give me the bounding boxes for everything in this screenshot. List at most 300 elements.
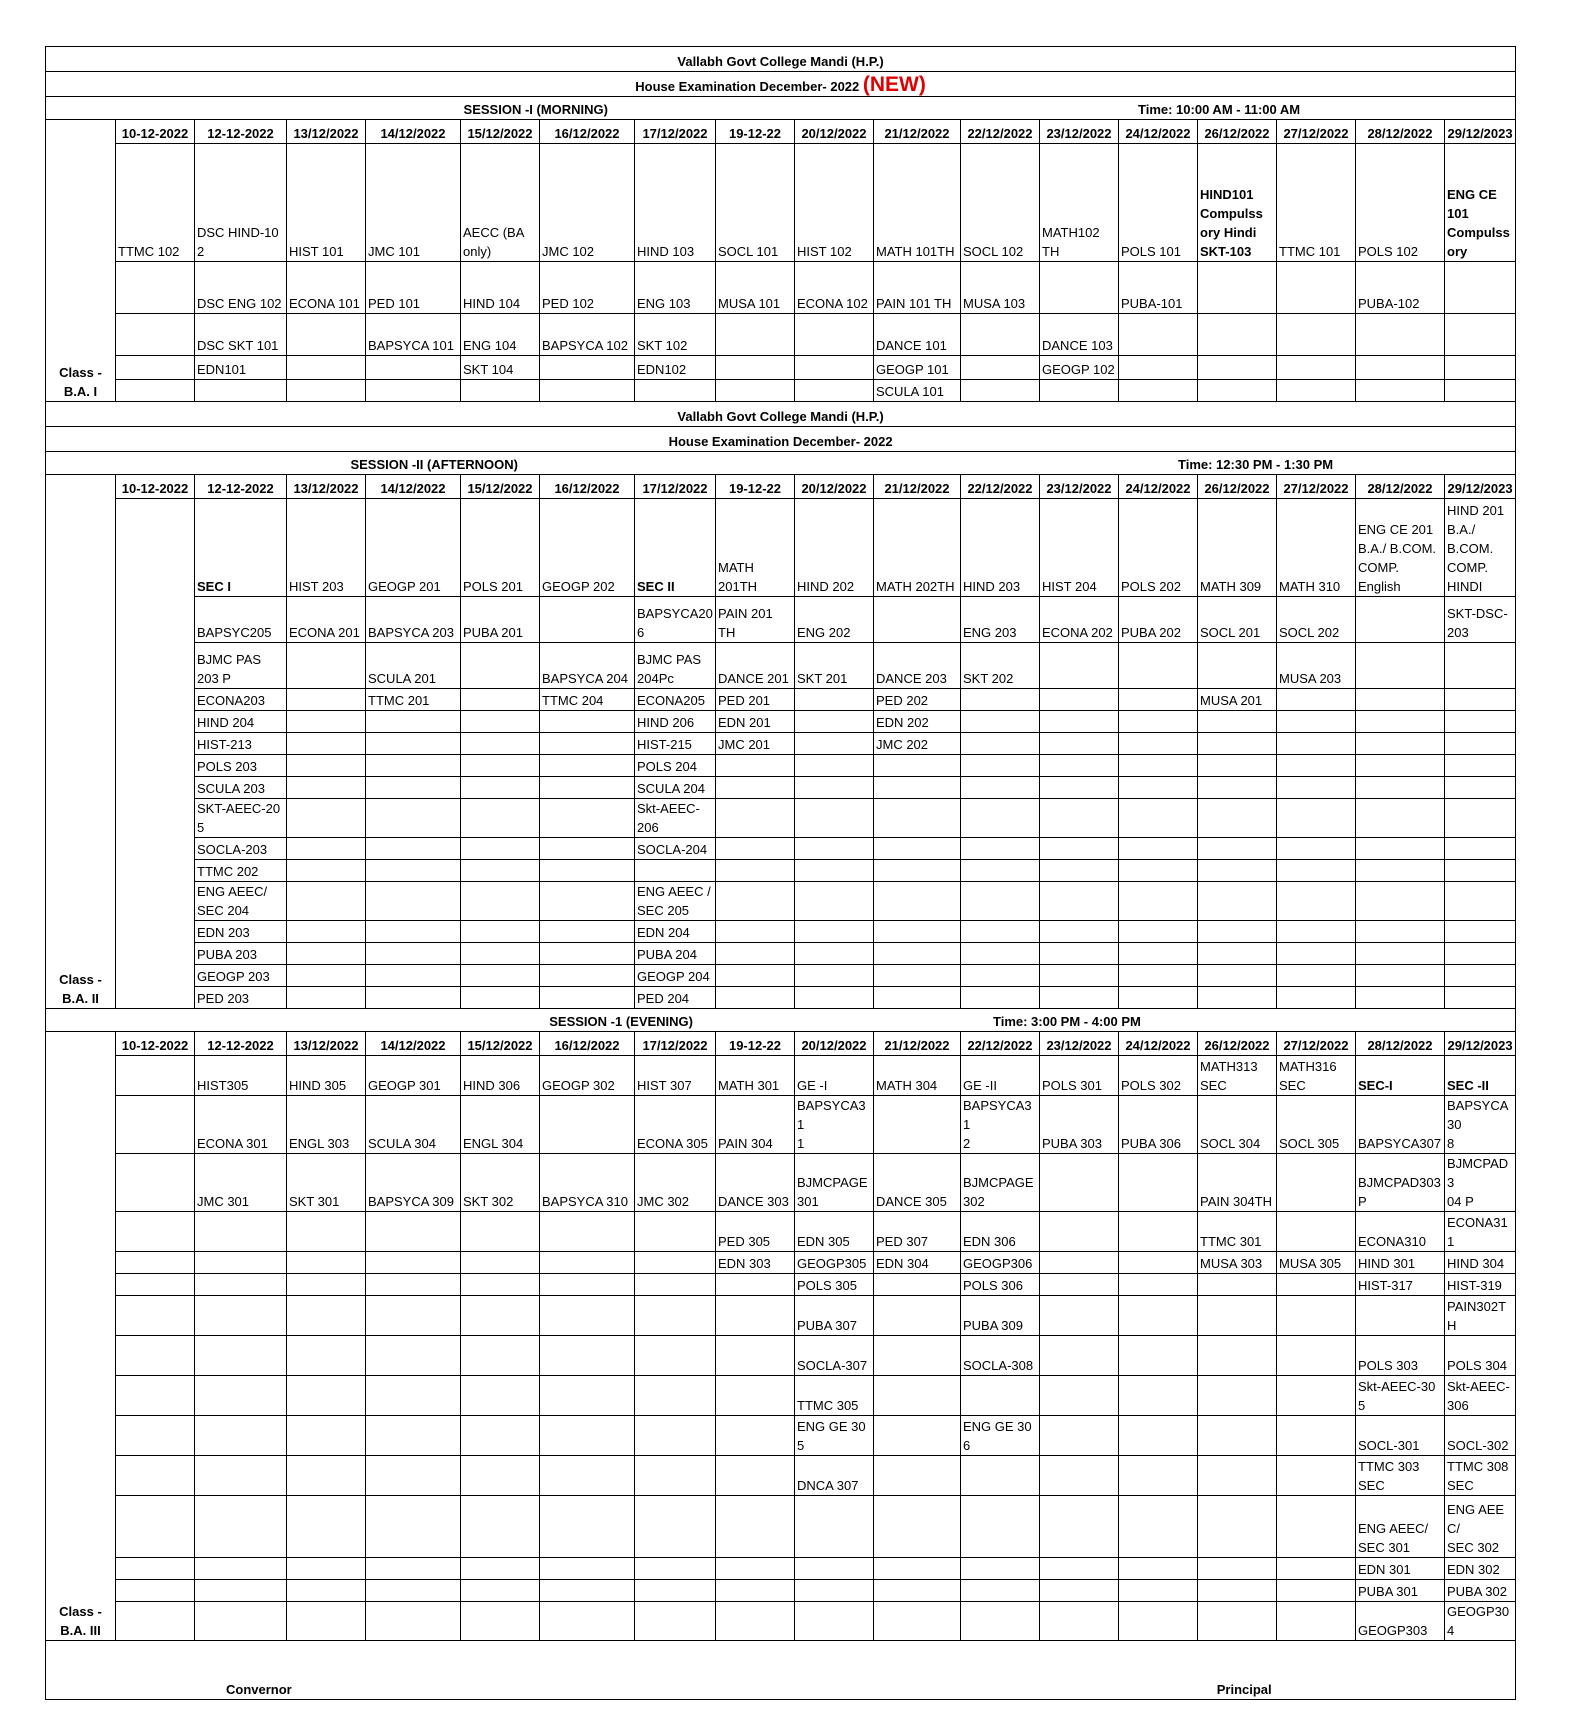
exam-cell	[1277, 1154, 1356, 1212]
exam-cell	[461, 689, 540, 711]
exam-cell	[287, 777, 366, 799]
exam-cell	[366, 965, 461, 987]
exam-cell	[116, 1274, 195, 1296]
exam-cell	[540, 380, 635, 402]
exam-cell	[1040, 965, 1119, 987]
sheet-title: House Examination December- 2022	[668, 434, 893, 449]
exam-cell	[716, 987, 795, 1009]
exam-cell	[461, 1376, 540, 1416]
session-time: Time: 12:30 PM - 1:30 PM	[1178, 457, 1334, 472]
exam-cell: SCULA 304	[366, 1096, 461, 1154]
exam-cell	[1277, 1376, 1356, 1416]
exam-cell	[540, 1456, 635, 1496]
exam-cell	[874, 1296, 961, 1336]
exam-cell	[961, 1558, 1040, 1580]
principal-signature: Principal	[1216, 1682, 1272, 1697]
exam-cell: GEOGP303	[1356, 1602, 1445, 1641]
exam-cell	[1119, 1416, 1198, 1456]
exam-cell	[874, 965, 961, 987]
exam-cell: EDN 305	[795, 1212, 874, 1252]
exam-cell	[540, 1212, 635, 1252]
exam-cell	[1198, 965, 1277, 987]
exam-cell	[366, 1456, 461, 1496]
exam-cell	[287, 733, 366, 755]
exam-cell	[1040, 987, 1119, 1009]
exam-cell: BAPSYCA 204	[540, 643, 635, 689]
exam-cell	[1445, 689, 1516, 711]
exam-cell	[1445, 356, 1516, 380]
exam-cell	[716, 1336, 795, 1376]
exam-cell: PUBA 201	[461, 597, 540, 643]
exam-cell: BAPSYCA 101	[366, 314, 461, 356]
date-header: 27/12/2022	[1277, 475, 1356, 499]
exam-cell	[1119, 733, 1198, 755]
exam-cell: BAPSYC205	[195, 597, 287, 643]
exam-cell	[1445, 643, 1516, 689]
exam-cell: DNCA 307	[795, 1456, 874, 1496]
date-header: 17/12/2022	[635, 120, 716, 144]
exam-cell: ENG 202	[795, 597, 874, 643]
exam-cell	[1040, 643, 1119, 689]
exam-cell: JMC 201	[716, 733, 795, 755]
exam-cell: POLS 204	[635, 755, 716, 777]
exam-cell	[1445, 943, 1516, 965]
exam-cell	[874, 1336, 961, 1376]
exam-cell	[195, 1252, 287, 1274]
exam-cell	[635, 380, 716, 402]
exam-cell: ENG 203	[961, 597, 1040, 643]
exam-cell	[1445, 711, 1516, 733]
exam-cell	[874, 1456, 961, 1496]
exam-cell	[961, 1376, 1040, 1416]
exam-cell: MATH 310	[1277, 499, 1356, 597]
exam-cell	[1040, 711, 1119, 733]
exam-cell	[116, 1602, 195, 1641]
exam-cell	[795, 965, 874, 987]
exam-cell	[1277, 1212, 1356, 1252]
exam-cell	[116, 1376, 195, 1416]
exam-cell	[116, 1212, 195, 1252]
exam-cell	[716, 921, 795, 943]
exam-cell	[716, 1496, 795, 1558]
exam-cell	[716, 1456, 795, 1496]
exam-cell: PED 204	[635, 987, 716, 1009]
exam-cell	[287, 1274, 366, 1296]
exam-cell: EDN 203	[195, 921, 287, 943]
exam-cell	[461, 380, 540, 402]
exam-cell	[1198, 1580, 1277, 1602]
exam-cell	[1277, 921, 1356, 943]
exam-cell	[1119, 1376, 1198, 1416]
exam-cell	[287, 943, 366, 965]
exam-cell	[961, 882, 1040, 921]
exam-cell	[795, 356, 874, 380]
exam-cell: GEOGP 201	[366, 499, 461, 597]
exam-cell: Skt-AEEC-305	[1356, 1376, 1445, 1416]
exam-cell: PAIN 201 TH	[716, 597, 795, 643]
exam-cell: ECONA 305	[635, 1096, 716, 1154]
exam-cell	[874, 987, 961, 1009]
exam-cell	[874, 1096, 961, 1154]
exam-cell	[1277, 1296, 1356, 1336]
exam-cell	[1119, 987, 1198, 1009]
exam-cell: SKT-DSC- 203	[1445, 597, 1516, 643]
date-header: 15/12/2022	[461, 1032, 540, 1056]
exam-cell	[461, 643, 540, 689]
exam-cell	[461, 1212, 540, 1252]
date-header: 20/12/2022	[795, 120, 874, 144]
exam-cell	[1040, 1580, 1119, 1602]
session-time: Time: 3:00 PM - 4:00 PM	[993, 1014, 1141, 1029]
exam-cell: PUBA 301	[1356, 1580, 1445, 1602]
date-header: 20/12/2022	[795, 1032, 874, 1056]
exam-cell	[874, 1558, 961, 1580]
exam-cell	[1119, 314, 1198, 356]
exam-cell: DANCE 203	[874, 643, 961, 689]
exam-cell	[961, 921, 1040, 943]
exam-cell	[195, 1376, 287, 1416]
date-header: 29/12/2023	[1445, 1032, 1516, 1056]
exam-cell	[716, 356, 795, 380]
exam-cell: MATH 201TH	[716, 499, 795, 597]
exam-cell: MATH316 SEC	[1277, 1056, 1356, 1096]
exam-cell: ENG GE 306	[961, 1416, 1040, 1456]
exam-cell: PUBA 302	[1445, 1580, 1516, 1602]
exam-cell	[1198, 733, 1277, 755]
exam-cell	[635, 1602, 716, 1641]
exam-cell: POLS 201	[461, 499, 540, 597]
exam-cell: POLS 306	[961, 1274, 1040, 1296]
exam-cell	[1198, 1296, 1277, 1336]
exam-cell	[461, 1296, 540, 1336]
exam-cell	[1198, 380, 1277, 402]
exam-cell	[1119, 1296, 1198, 1336]
date-header: 26/12/2022	[1198, 1032, 1277, 1056]
exam-cell	[116, 1154, 195, 1212]
exam-cell: PAIN 101 TH	[874, 262, 961, 314]
exam-cell	[461, 1336, 540, 1376]
exam-cell: GE -I	[795, 1056, 874, 1096]
exam-cell: AECC (BA only)	[461, 144, 540, 262]
exam-cell	[1119, 838, 1198, 860]
exam-cell	[1040, 860, 1119, 882]
exam-cell: BJMCPAD303 P	[1356, 1154, 1445, 1212]
exam-cell	[795, 882, 874, 921]
title-cell	[46, 402, 1516, 427]
exam-cell	[1356, 356, 1445, 380]
sheet-title: House Examination December- 2022	[635, 79, 863, 94]
date-header: 23/12/2022	[1040, 475, 1119, 499]
exam-cell	[540, 1376, 635, 1416]
exam-cell: SEC I	[195, 499, 287, 597]
exam-cell: GEOGP 102	[1040, 356, 1119, 380]
exam-cell	[540, 755, 635, 777]
exam-cell: Skt-AEEC- 206	[635, 799, 716, 838]
exam-cell	[287, 1376, 366, 1416]
date-header: 21/12/2022	[874, 120, 961, 144]
exam-cell	[540, 799, 635, 838]
exam-cell	[1445, 882, 1516, 921]
exam-cell	[1356, 838, 1445, 860]
date-header: 10-12-2022	[116, 1032, 195, 1056]
exam-cell	[1040, 882, 1119, 921]
exam-cell	[195, 1212, 287, 1252]
new-tag: (NEW)	[862, 73, 926, 96]
exam-cell	[1198, 860, 1277, 882]
exam-cell	[1356, 777, 1445, 799]
exam-cell: HIND 206	[635, 711, 716, 733]
exam-cell	[287, 1456, 366, 1496]
exam-cell	[1040, 799, 1119, 838]
exam-cell: ECONA205	[635, 689, 716, 711]
exam-cell	[1277, 799, 1356, 838]
exam-cell	[1356, 733, 1445, 755]
exam-cell	[1040, 1416, 1119, 1456]
exam-cell: HIND 204	[195, 711, 287, 733]
exam-cell: PUBA 309	[961, 1296, 1040, 1336]
exam-cell	[1445, 380, 1516, 402]
exam-cell	[366, 1580, 461, 1602]
exam-cell: GEOGP 203	[195, 965, 287, 987]
session-header	[46, 97, 1516, 120]
exam-cell	[1356, 921, 1445, 943]
exam-cell	[961, 860, 1040, 882]
exam-cell: SKT 202	[961, 643, 1040, 689]
exam-cell	[716, 882, 795, 921]
exam-cell: EDN 202	[874, 711, 961, 733]
exam-cell	[540, 943, 635, 965]
exam-cell: DANCE 101	[874, 314, 961, 356]
exam-cell: EDN 302	[1445, 1558, 1516, 1580]
exam-cell	[716, 943, 795, 965]
exam-cell	[1040, 1456, 1119, 1496]
exam-cell	[1198, 643, 1277, 689]
exam-cell: PUBA-101	[1119, 262, 1198, 314]
exam-cell	[461, 755, 540, 777]
exam-cell	[635, 1496, 716, 1558]
exam-cell: GEOGP306	[961, 1252, 1040, 1274]
exam-cell	[116, 1416, 195, 1456]
exam-cell	[366, 921, 461, 943]
exam-cell	[366, 943, 461, 965]
exam-cell: SKT 301	[287, 1154, 366, 1212]
exam-cell	[287, 1496, 366, 1558]
exam-cell	[795, 860, 874, 882]
exam-cell	[961, 380, 1040, 402]
exam-cell	[874, 1376, 961, 1416]
exam-cell	[1277, 1274, 1356, 1296]
exam-cell	[961, 689, 1040, 711]
exam-cell	[1040, 1558, 1119, 1580]
exam-cell: MATH 304	[874, 1056, 961, 1096]
exam-cell: ECONA 201	[287, 597, 366, 643]
exam-cell: EDN 303	[716, 1252, 795, 1274]
exam-cell: SKT 102	[635, 314, 716, 356]
exam-cell	[1277, 882, 1356, 921]
exam-cell	[195, 1496, 287, 1558]
timetable-sheet	[45, 46, 1515, 1700]
exam-cell	[366, 1602, 461, 1641]
date-header: 29/12/2023	[1445, 475, 1516, 499]
exam-cell: EDN 201	[716, 711, 795, 733]
exam-cell: ENG GE 305	[795, 1416, 874, 1456]
exam-cell	[366, 733, 461, 755]
exam-cell	[874, 921, 961, 943]
exam-cell	[195, 1602, 287, 1641]
date-header: 20/12/2022	[795, 475, 874, 499]
exam-cell	[1198, 882, 1277, 921]
exam-cell	[1040, 1296, 1119, 1336]
exam-cell: MUSA 303	[1198, 1252, 1277, 1274]
exam-cell	[366, 987, 461, 1009]
exam-cell	[461, 1602, 540, 1641]
date-header: 27/12/2022	[1277, 120, 1356, 144]
exam-cell	[1356, 987, 1445, 1009]
exam-cell	[1119, 711, 1198, 733]
exam-cell: SOCL-302	[1445, 1416, 1516, 1456]
exam-cell: BJMC PAS 203 P	[195, 643, 287, 689]
exam-cell: SEC-I	[1356, 1056, 1445, 1096]
exam-cell	[366, 1496, 461, 1558]
exam-cell	[1040, 1212, 1119, 1252]
exam-cell	[540, 860, 635, 882]
exam-cell: SEC II	[635, 499, 716, 597]
exam-cell: ENG CE 101 Compulss ory	[1445, 144, 1516, 262]
exam-cell: SOCL 101	[716, 144, 795, 262]
date-header: 19-12-22	[716, 1032, 795, 1056]
exam-cell	[1445, 860, 1516, 882]
exam-cell: HIND 203	[961, 499, 1040, 597]
date-header: 13/12/2022	[287, 1032, 366, 1056]
exam-cell	[874, 597, 961, 643]
exam-cell: GEOGP 302	[540, 1056, 635, 1096]
convernor-signature: Convernor	[226, 1682, 292, 1697]
exam-cell	[116, 380, 195, 402]
date-header: 28/12/2022	[1356, 120, 1445, 144]
exam-cell	[461, 1580, 540, 1602]
exam-cell: PED 201	[716, 689, 795, 711]
exam-cell: SKT-AEEC-205	[195, 799, 287, 838]
exam-cell	[635, 1212, 716, 1252]
exam-cell	[1277, 777, 1356, 799]
exam-cell: PUBA 202	[1119, 597, 1198, 643]
exam-cell: MUSA 201	[1198, 689, 1277, 711]
exam-cell	[1277, 380, 1356, 402]
exam-cell	[1040, 380, 1119, 402]
exam-cell: GEOGP304	[1445, 1602, 1516, 1641]
exam-cell	[1445, 987, 1516, 1009]
exam-cell	[1119, 643, 1198, 689]
exam-cell	[874, 777, 961, 799]
exam-cell: BAPSYCA 102	[540, 314, 635, 356]
exam-cell	[195, 1336, 287, 1376]
exam-cell: MUSA 203	[1277, 643, 1356, 689]
exam-cell: SOCL 304	[1198, 1096, 1277, 1154]
exam-cell	[716, 1580, 795, 1602]
exam-cell	[1119, 943, 1198, 965]
exam-cell: GEOGP 202	[540, 499, 635, 597]
session-time: Time: 10:00 AM - 11:00 AM	[1138, 102, 1301, 117]
session-title: SESSION -I (MORNING)	[463, 102, 608, 117]
exam-cell	[1198, 711, 1277, 733]
exam-cell	[366, 755, 461, 777]
exam-cell	[1356, 1296, 1445, 1336]
exam-cell: ENGL 304	[461, 1096, 540, 1154]
exam-cell: POLS 304	[1445, 1336, 1516, 1376]
date-header: 19-12-22	[716, 120, 795, 144]
exam-cell	[874, 1496, 961, 1558]
exam-cell: EDN101	[195, 356, 287, 380]
exam-cell	[1198, 1496, 1277, 1558]
exam-cell	[461, 711, 540, 733]
exam-cell	[1040, 262, 1119, 314]
date-header: 28/12/2022	[1356, 1032, 1445, 1056]
date-header: 13/12/2022	[287, 475, 366, 499]
exam-cell	[1445, 262, 1516, 314]
exam-cell	[1119, 1154, 1198, 1212]
exam-cell	[1040, 1154, 1119, 1212]
exam-cell: SKT 302	[461, 1154, 540, 1212]
exam-cell	[540, 1558, 635, 1580]
exam-cell	[540, 733, 635, 755]
exam-cell: PED 305	[716, 1212, 795, 1252]
exam-cell	[287, 860, 366, 882]
exam-cell	[1277, 314, 1356, 356]
exam-cell: SCULA 201	[366, 643, 461, 689]
date-header: 22/12/2022	[961, 1032, 1040, 1056]
exam-cell: EDN 204	[635, 921, 716, 943]
exam-cell	[540, 1580, 635, 1602]
exam-cell	[540, 711, 635, 733]
date-header: 17/12/2022	[635, 1032, 716, 1056]
exam-cell	[1277, 356, 1356, 380]
exam-cell: BAPSYCA 310	[540, 1154, 635, 1212]
exam-cell	[287, 965, 366, 987]
exam-cell	[540, 838, 635, 860]
exam-cell: GEOGP 101	[874, 356, 961, 380]
exam-cell: POLS 301	[1040, 1056, 1119, 1096]
exam-cell	[1198, 1558, 1277, 1580]
exam-cell: EDN 306	[961, 1212, 1040, 1252]
exam-cell	[540, 1416, 635, 1456]
exam-cell	[1277, 965, 1356, 987]
exam-cell	[116, 262, 195, 314]
exam-cell	[874, 1416, 961, 1456]
exam-cell	[1119, 799, 1198, 838]
exam-cell	[540, 597, 635, 643]
exam-cell	[461, 987, 540, 1009]
exam-cell	[1198, 777, 1277, 799]
exam-cell	[116, 1296, 195, 1336]
exam-cell	[461, 1496, 540, 1558]
exam-cell: TTMC 305	[795, 1376, 874, 1416]
exam-cell	[287, 1416, 366, 1456]
exam-cell	[461, 777, 540, 799]
exam-cell: PED 307	[874, 1212, 961, 1252]
exam-cell	[366, 882, 461, 921]
sheet-title: Vallabh Govt College Mandi (H.P.)	[677, 409, 884, 424]
exam-cell	[287, 838, 366, 860]
exam-cell: ENG 103	[635, 262, 716, 314]
exam-cell	[287, 356, 366, 380]
exam-cell	[874, 943, 961, 965]
exam-cell	[1356, 882, 1445, 921]
exam-cell	[961, 838, 1040, 860]
exam-cell	[1356, 711, 1445, 733]
exam-cell	[287, 921, 366, 943]
exam-cell	[1198, 262, 1277, 314]
exam-cell	[874, 1580, 961, 1602]
